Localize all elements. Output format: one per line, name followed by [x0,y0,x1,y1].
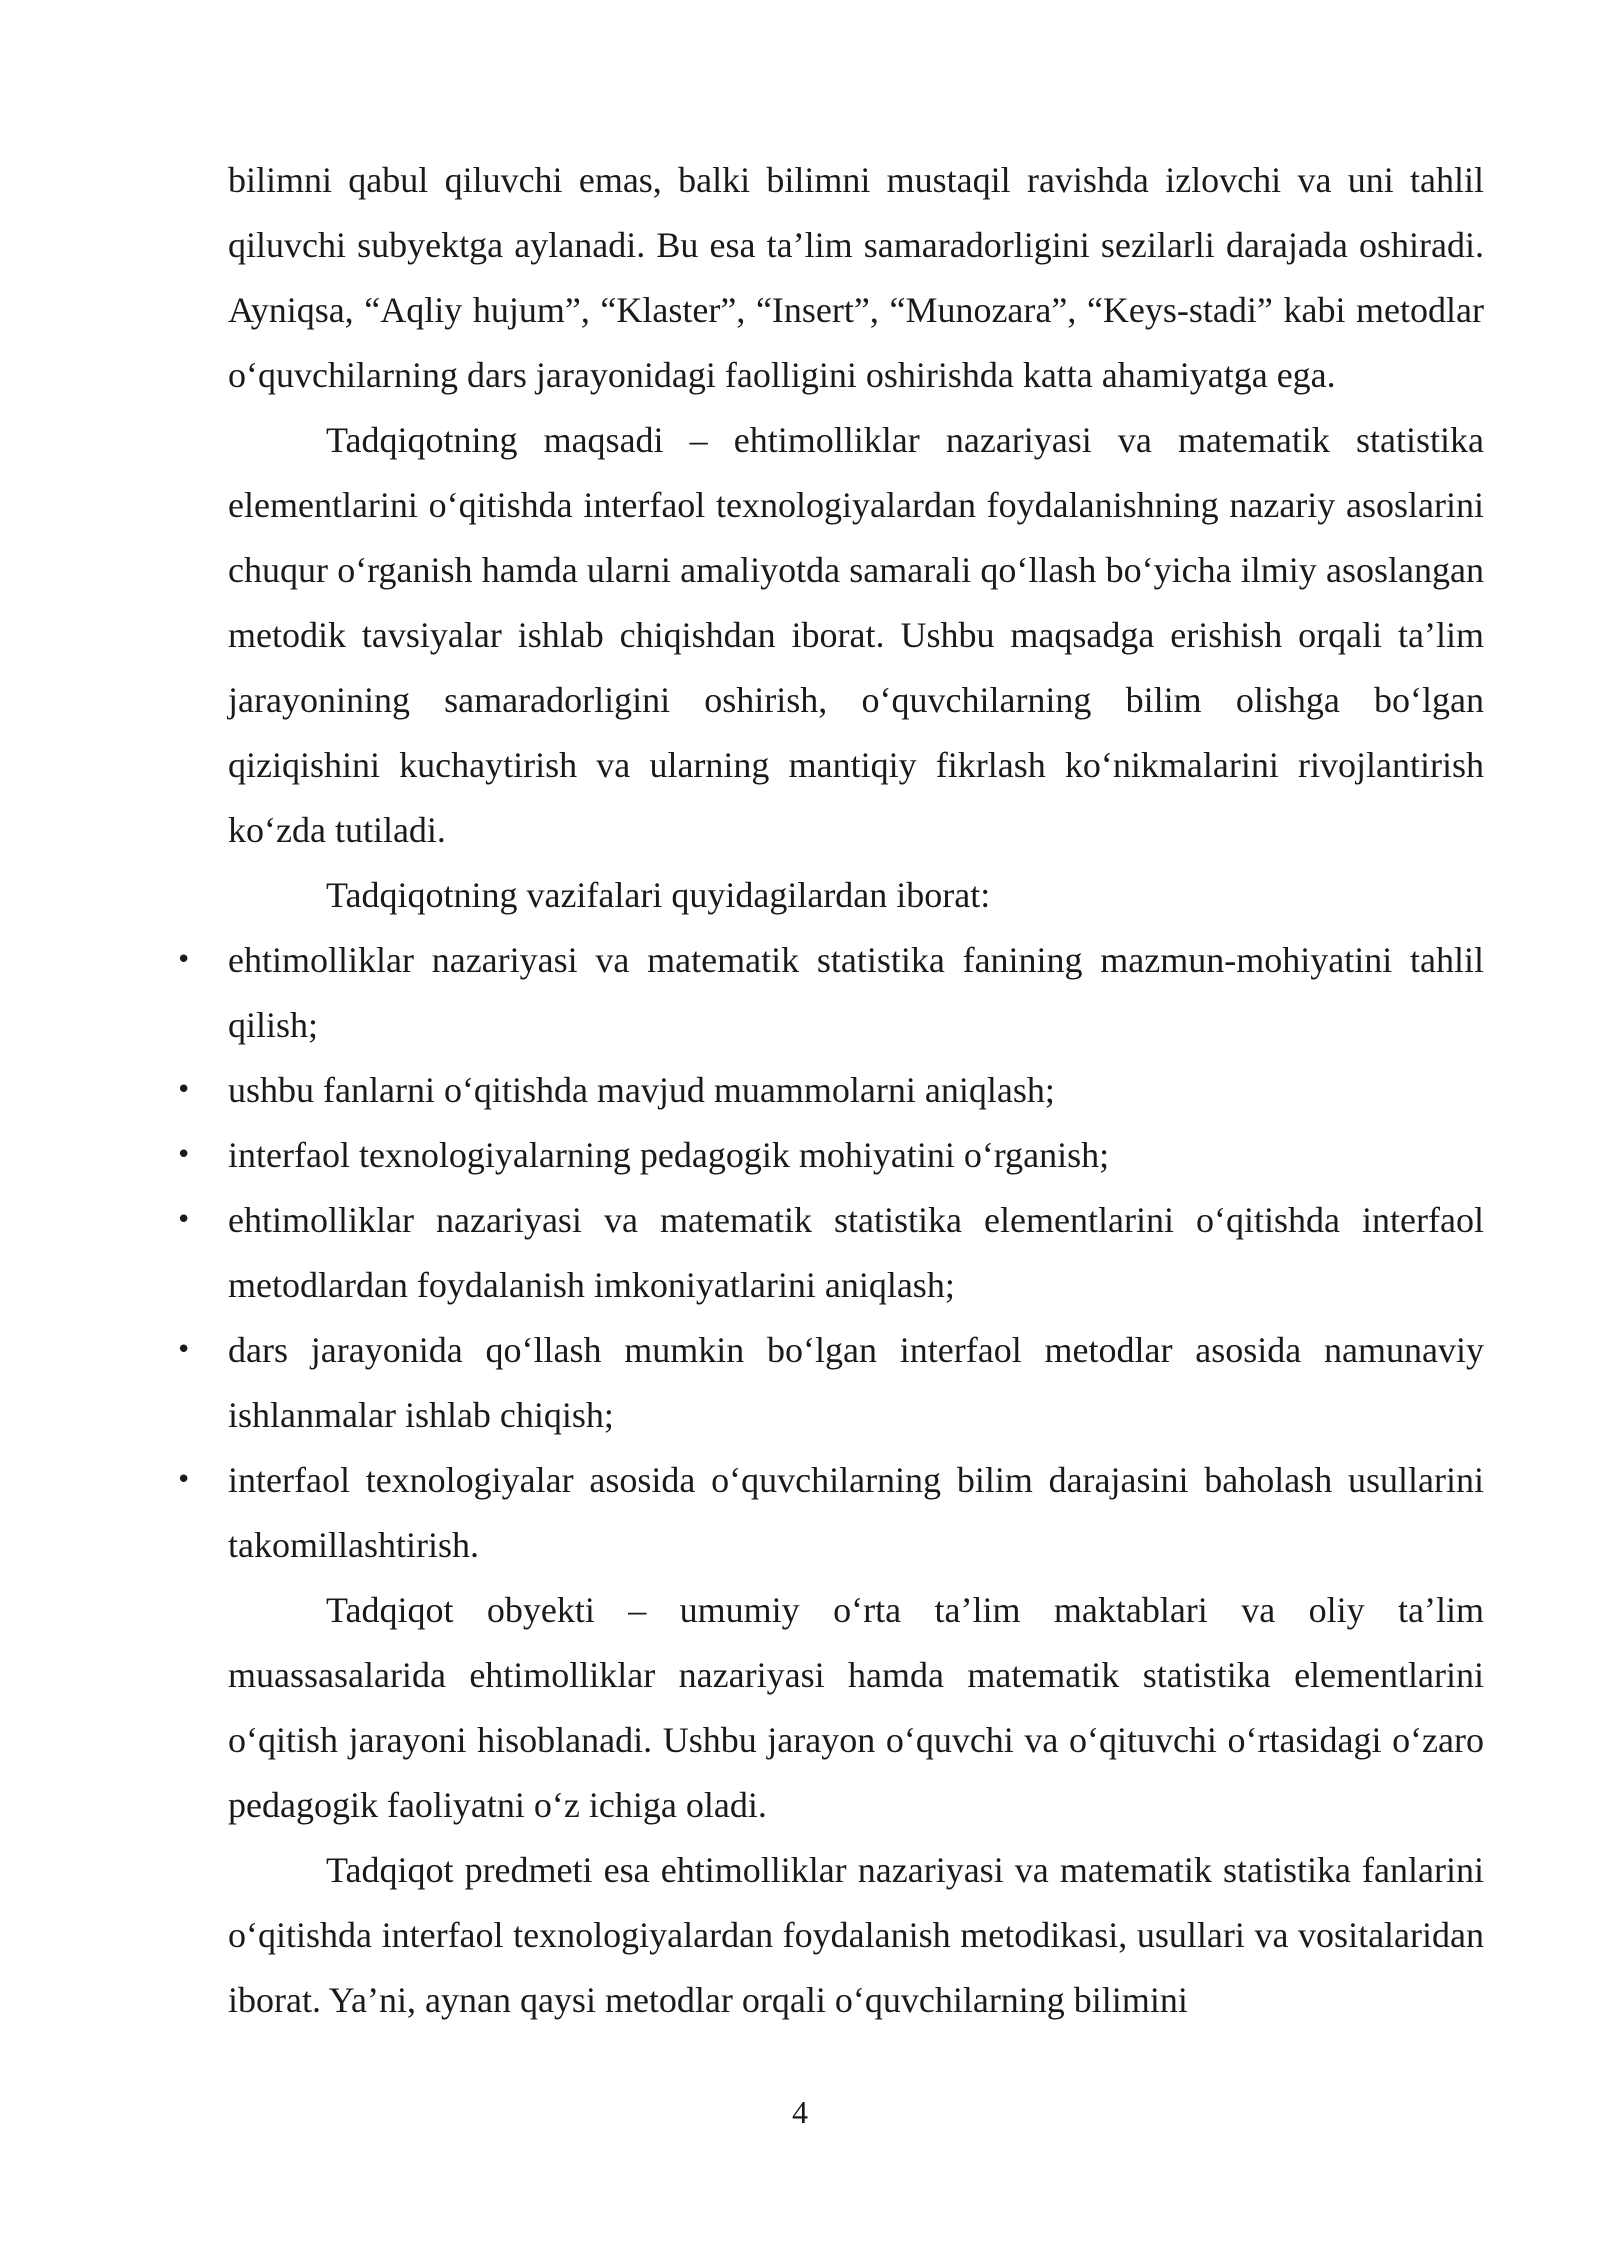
paragraph-intro: bilimni qabul qiluvchi emas, balki bilimni mustaqil ravishda izlovchi va uni tahlil qiluvchi subyektga aylanadi. Bu esa ta’lim samaradorligini sezilarli darajada oshiradi. Ayniqsa, “Aqliy hujum”, “Klaster”, “Insert”, “Munozara”, “Keys-stadi” kabi metodlar o‘quvchilarning dars jarayonidagi faolligini oshirishda katta ahamiyatga ega. [228,160,1484,395]
body-text [176,148,1484,2033]
list-item [176,928,1484,1058]
bullet-icon: • [176,945,192,975]
paragraph-object: Tadqiqot obyekti – umumiy o‘rta ta’lim maktablari va oliy ta’lim muassasalarida ehtimolliklar nazariyasi hamda matematik statistika elementlarini o‘qitish jarayoni hisoblanadi. Ushbu jarayon o‘quvchi va o‘qituvchi o‘rtasidagi o‘zaro pedagogik faoliyatni o‘z ichiga oladi. [228,1590,1484,1825]
bullet-icon: • [176,1205,192,1235]
bullet-icon: • [176,1335,192,1365]
list-item-text: interfaol texnologiyalarning pedagogik mohiyatini o‘rganish; [228,1135,1110,1175]
bullet-icon: • [176,1075,192,1105]
paragraph-goal: Tadqiqotning maqsadi – ehtimolliklar nazariyasi va matematik statistika elementlarini o‘qitishda interfaol texnologiyalardan foydalanishning nazariy asoslarini chuqur o‘rganish hamda ularni amaliyotda samarali qo‘llash bo‘yicha ilmiy asoslangan metodik tavsiyalar ishlab chiqishdan iborat. Ushbu maqsadga erishish orqali ta’lim jarayonining samaradorligini oshirish, o‘quvchilarning bilim olishga bo‘lgan qiziqishini kuchaytirish va ularning mantiqiy fikrlash ko‘nikmalarini rivojlantirish ko‘zda tutiladi. [228,420,1484,850]
list-item-text: ehtimolliklar nazariyasi va matematik statistika fanining mazmun-mohiyatini tahlil qilish; [228,940,1484,1045]
list-item-text: ushbu fanlarni o‘qitishda mavjud muammolarni aniqlash; [228,1070,1055,1110]
list-item [176,1058,1484,1123]
list-item [176,1318,1484,1448]
list-item [176,1188,1484,1318]
tasks-list [176,928,1484,1578]
paragraph-tasks-intro: Tadqiqotning vazifalari quyidagilardan iborat: [326,875,991,915]
list-item [176,1448,1484,1578]
paragraph-subject: Tadqiqot predmeti esa ehtimolliklar nazariyasi va matematik statistika fanlarini o‘qitishda interfaol texnologiyalardan foydalanish metodikasi, usullari va vositalaridan iborat. Ya’ni, aynan qaysi metodlar orqali o‘quvchilarning bilimini [228,1850,1484,2020]
list-item-text: dars jarayonida qo‘llash mumkin bo‘lgan interfaol metodlar asosida namunaviy ishlanmalar ishlab chiqish; [228,1330,1484,1435]
bullet-icon: • [176,1465,192,1495]
list-item-text: ehtimolliklar nazariyasi va matematik statistika elementlarini o‘qitishda interfaol metodlardan foydalanish imkoniyatlarini aniqlash; [228,1200,1484,1305]
list-item [176,1123,1484,1188]
bullet-icon: • [176,1140,192,1170]
list-item-text: interfaol texnologiyalar asosida o‘quvchilarning bilim darajasini baholash usullarini takomillashtirish. [228,1460,1484,1565]
page-number: 4 [792,2094,808,2130]
